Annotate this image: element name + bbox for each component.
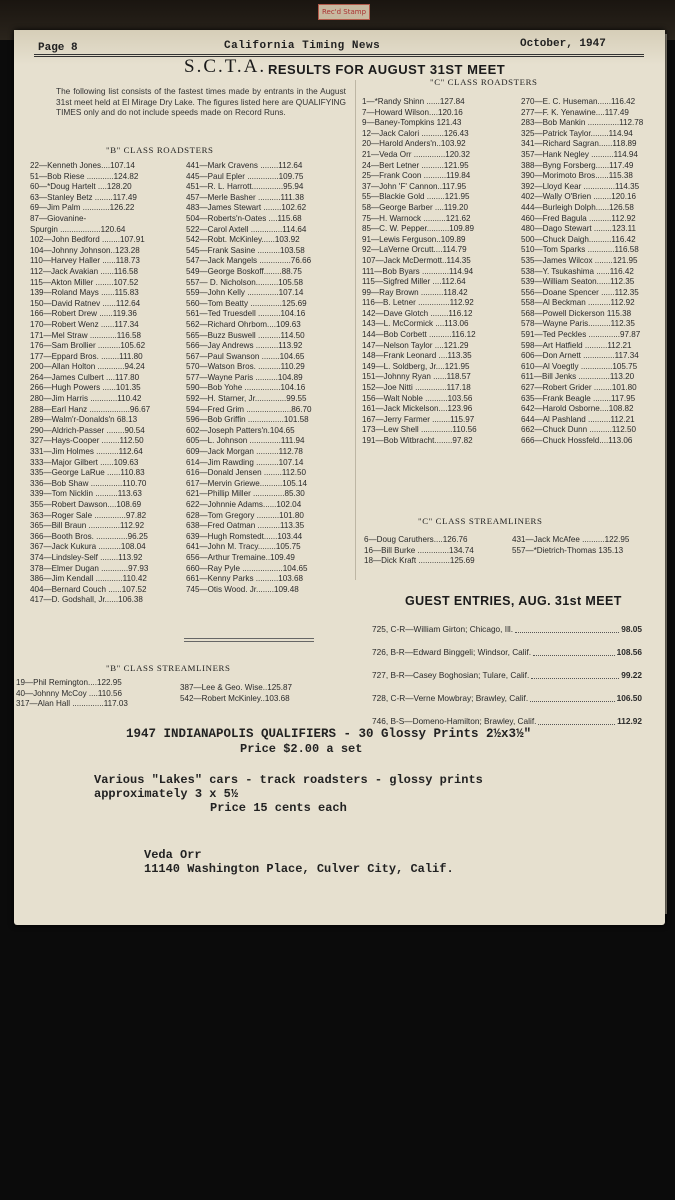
received-stamp — [318, 4, 370, 20]
b-roadster-entry: 378—Elmer Dugan ............97.93 — [30, 563, 149, 573]
b-roadster-entry: 331—Jim Holmes ..........112.64 — [30, 447, 143, 457]
b-roadster-entry: 87—Giovanine- — [30, 213, 87, 223]
b-roadster-entry: 176—Sam Brollier ..........105.62 — [30, 341, 146, 351]
c-roadster-entry: 277—F. K. Yenawine....117.49 — [521, 107, 629, 117]
b-roadster-entry: 102—John Bedford ........107.91 — [30, 235, 145, 245]
b-roadster-entry: 661—Kenny Parks ..........103.68 — [186, 574, 303, 584]
c-roadster-entry: 556—Doane Spencer ......112.35 — [521, 287, 639, 297]
leader-dots — [538, 710, 615, 725]
c-roadster-entry: 191—Bob Witbracht........97.82 — [362, 436, 473, 445]
c-roadster-entry: 21—Veda Orr ..............120.32 — [362, 149, 470, 159]
c-streamliners-list-left — [364, 535, 512, 567]
b-roadster-entry: 404—Bernard Couch ......107.52 — [30, 584, 147, 594]
b-roadster-entry: 451—R. L. Harrott..............95.94 — [186, 182, 304, 192]
c-streamliner-entry: 6—Doug Caruthers....126.76 — [364, 535, 468, 544]
b-roadster-entry: 339—Tom Nicklin ..........113.63 — [30, 489, 142, 499]
intro-paragraph: The following list consists of the fastest times made by entrants in the August 31st meet held at El Mirage Dry Lake. The figures listed here are QUALIFYING TIMES only and do not include speeds made on Record Runs. — [56, 86, 346, 118]
b-roadster-entry: 280—Jim Harris ............110.42 — [30, 394, 142, 404]
b-streamliner-entry: 19—Phil Remington....122.95 — [16, 678, 122, 687]
b-roadster-entry: 366—Booth Bros. ..............96.25 — [30, 531, 148, 541]
b-roadster-entry: 336—Bob Shaw ..............110.70 — [30, 478, 147, 488]
ad-line-price-set: Price $2.00 a set — [240, 742, 363, 756]
c-roadster-entry: 388—Byng Forsberg......117.49 — [521, 160, 634, 170]
b-roadster-entry: 171—Mel Straw ............116.58 — [30, 330, 141, 340]
c-roadster-entry: 25—Frank Coon ..........119.84 — [362, 171, 471, 181]
publication-name: California Timing News — [224, 40, 381, 52]
b-roadster-entry: 333—Major Gilbert ......109.63 — [30, 457, 139, 467]
page-number: Page 8 — [38, 42, 78, 54]
c-roadster-entry: 173—Lew Shell ..............110.56 — [362, 425, 477, 435]
b-roadster-entry: 596—Bob Griffin ................101.58 — [186, 415, 309, 425]
c-roadster-entry: 510—Tom Sparks ............116.58 — [521, 245, 639, 255]
b-streamliners-heading: "B" CLASS STREAMLINERS — [106, 663, 231, 673]
b-roadster-entry: 51—Bob Riese ............124.82 — [30, 171, 139, 181]
guest-entries-heading: GUEST ENTRIES, AUG. 31st MEET — [405, 594, 622, 608]
b-roadster-entry: 605—L. Johnson ..............111.94 — [186, 436, 305, 446]
ad-line-lakes-cars: Various "Lakes" cars - track roadsters - glossy prints — [94, 773, 483, 787]
b-roadster-entry: 112—Jack Avakian ......116.58 — [30, 266, 138, 276]
c-roadster-entry: 568—Powell Dickerson 115.38 — [521, 308, 632, 318]
guest-entry-row — [372, 664, 642, 687]
c-roadster-entry: 92—LaVerne Orcutt....114.79 — [362, 245, 467, 255]
c-roadster-entry: 142—Dave Glotch ........116.12 — [362, 308, 473, 318]
guest-entry-time: 106.50 — [616, 693, 642, 703]
b-roadster-entry: 617—Mervin Griewe..........105.14 — [186, 478, 308, 488]
b-roadster-entry: 365—Bill Braun ..............112.92 — [30, 521, 145, 531]
c-roadster-entry: 116—B. Letner ..............112.92 — [362, 298, 474, 308]
b-roadster-entry: 457—Merle Basher ..........111.38 — [186, 192, 305, 202]
b-roadster-entry: 166—Robert Drew ......119.36 — [30, 309, 137, 319]
c-roadster-entry: 75—H. Warnock ..........121.62 — [362, 213, 471, 223]
c-roadster-entry: 1—*Randy Shinn ......127.84 — [362, 97, 465, 106]
ad-line-price-each: Price 15 cents each — [210, 801, 347, 815]
c-roadster-entry: 151—Johnny Ryan ......118.57 — [362, 372, 471, 382]
c-roadster-entry: 500—Chuck Daigh..........116.42 — [521, 234, 636, 244]
b-roadster-entry: 745—Otis Wood. Jr........109.48 — [186, 584, 299, 594]
guest-entries-list — [372, 618, 642, 733]
c-roadster-entry: 111—Bob Byars ............114.94 — [362, 266, 474, 276]
guest-entry-text: 726, B-R—Edward Binggeli; Windsor, Calif. — [372, 647, 532, 657]
guest-entry-time: 99.22 — [621, 670, 642, 680]
section-rule — [184, 638, 314, 639]
c-roadster-entry: 535—James Wilcox ........121.95 — [521, 255, 638, 265]
ad-contact-address: 11140 Washington Place, Culver City, Calif. — [144, 862, 454, 876]
c-roadster-entry: 144—Bob Corbett ..........116.12 — [362, 330, 476, 340]
b-roadster-entry: 614—Jim Rawding ..........107.14 — [186, 457, 304, 467]
b-roadster-entry: 656—Arthur Tremaine..109.49 — [186, 552, 295, 562]
c-roadster-entry: 7—Howard Wilson....120.16 — [362, 107, 463, 117]
header-rule — [34, 54, 644, 55]
leader-dots — [533, 641, 615, 656]
b-roadster-entry: 621—Phillip Miller ..............85.30 — [186, 489, 305, 499]
c-roadster-entry: 578—Wayne Paris..........112.35 — [521, 319, 635, 329]
c-roadsters-list-right — [521, 97, 659, 447]
c-roadster-entry: 85—C. W. Pepper..........109.89 — [362, 224, 475, 234]
b-roadster-entry: 139—Roland Mays ......115.83 — [30, 288, 139, 298]
c-roadster-entry: 115—Sigfred Miller ....112.64 — [362, 277, 466, 287]
b-roadster-entry: 445—Paul Epler ..............109.75 — [186, 171, 304, 181]
column-divider — [355, 80, 356, 580]
c-roadster-entry: 662—Chuck Dunn ..........112.50 — [521, 425, 637, 435]
c-roadster-entry: 610—Al Voegtly ..............105.75 — [521, 361, 638, 371]
b-roadster-entry: 570—Watson Bros. ..........110.29 — [186, 362, 305, 372]
c-roadster-entry: 611—Bill Jenks ..............113.20 — [521, 372, 635, 382]
b-roadster-entry: 592—H. Starner, Jr..............99.55 — [186, 394, 307, 404]
leader-dots — [515, 618, 619, 633]
b-roadster-entry: 594—Fred Grim ....................86.70 — [186, 404, 312, 414]
guest-entry-row — [372, 687, 642, 710]
c-roadster-entry: 9—Baney-Tompkins 121.43 — [362, 118, 462, 128]
c-roadster-entry: 538—Y. Tsukashima ......116.42 — [521, 266, 634, 276]
c-roadster-entry: 20—Harold Anders'n..103.92 — [362, 139, 466, 149]
c-roadster-entry: 107—Jack McDermott..114.35 — [362, 255, 471, 265]
b-roadster-entry: 547—Jack Mangels ..............76.66 — [186, 256, 312, 266]
guest-entry-time: 112.92 — [617, 716, 642, 726]
b-roadster-entry: 367—Jack Kukura ..........108.04 — [30, 542, 146, 552]
b-roadster-entry: 104—Johnny Johnson..123.28 — [30, 245, 140, 255]
b-roadster-entry: 590—Bob Yohe ................104.16 — [186, 383, 306, 393]
c-roadster-entry: 642—Harold Osborne....108.82 — [521, 404, 634, 414]
b-roadster-entry: 69—Jim Palm ............126.22 — [30, 203, 135, 213]
issue-date: October, 1947 — [520, 38, 606, 50]
b-roadster-entry: 638—Fred Oatman ..........113.35 — [186, 521, 305, 531]
b-roadster-entry: 288—Earl Hanz ..................96.67 — [30, 404, 151, 414]
b-roadster-entry: 609—Jack Morgan ..........112.78 — [186, 447, 303, 457]
org-title: S.C.T.A. — [184, 56, 267, 77]
b-streamliners-list-left — [16, 678, 176, 710]
b-streamliner-entry: 542—Robert McKinley..103.68 — [180, 693, 290, 703]
c-roadster-entry: 460—Fred Bagula ..........112.92 — [521, 213, 636, 223]
c-roadster-entry: 156—Walt Noble ..........103.56 — [362, 393, 473, 403]
c-roadster-entry: 627—Robert Grider ........101.80 — [521, 383, 637, 393]
b-streamliner-entry: 317—Alan Hall ..............117.03 — [16, 699, 128, 709]
section-rule-2 — [184, 641, 314, 642]
guest-entry-time: 98.05 — [621, 624, 642, 634]
guest-entry-text: 746, B-S—Domeno-Hamilton; Brawley, Calif. — [372, 716, 537, 726]
guest-entry-text: 728, C-R—Verne Mowbray; Brawley, Calif. — [372, 693, 529, 703]
b-roadster-entry: 110—Harvey Haller ......118.73 — [30, 256, 140, 266]
b-roadster-entry: 565—Buzz Buswell ..........114.50 — [186, 330, 305, 340]
c-roadster-entry: 390—Morimoto Bros......115.38 — [521, 171, 633, 181]
c-roadster-entry: 558—Al Beckman ..........112.92 — [521, 298, 635, 308]
b-roadsters-heading: "B" CLASS ROADSTERS — [106, 145, 214, 155]
c-roadster-entry: 392—Lloyd Kear ..............114.35 — [521, 181, 640, 191]
b-roadster-entry: 483—James Stewart ........102.62 — [186, 203, 307, 213]
c-streamliner-entry: 16—Bill Burke ..............134.74 — [364, 545, 474, 555]
b-roadster-entry: 264—James Culbert ....117.80 — [30, 372, 140, 382]
magazine-page — [14, 30, 665, 925]
b-roadster-entry: 616—Donald Jensen ........112.50 — [186, 468, 306, 478]
b-roadster-entry: 374—Lindsley-Self ........113.92 — [30, 552, 143, 562]
guest-entry-text: 725, C-R—William Girton; Chicago, Ill. — [372, 624, 514, 634]
b-roadster-entry: 559—John Kelly ..............107.14 — [186, 288, 304, 298]
c-roadster-entry: 444—Burleigh Dolph......126.58 — [521, 202, 634, 212]
c-roadster-entry: 148—Frank Leonard ....113.35 — [362, 351, 472, 361]
c-roadster-entry: 591—Ted Peckles ..............97.87 — [521, 330, 641, 340]
c-roadster-entry: 143—L. McCormick ....113.06 — [362, 319, 469, 329]
b-roadster-entry: 560—Tom Beatty ..............125.69 — [186, 298, 307, 308]
b-roadster-entry: 562—Richard Ohrbom....109.63 — [186, 319, 301, 329]
b-roadster-entry: Spurgin ..................120.64 — [30, 224, 126, 234]
c-roadster-entry: 341—Richard Sagran......118.89 — [521, 139, 637, 149]
c-roadster-entry: 325—Patrick Taylor........114.94 — [521, 128, 633, 138]
b-roadster-entry: 641—John M. Tracy........105.75 — [186, 542, 301, 552]
b-roadster-entry: 355—Robert Dawson....108.69 — [30, 500, 142, 509]
guest-entry-text: 727, B-R—Casey Boghosian; Tulare, Calif. — [372, 670, 530, 680]
c-roadsters-heading: "C" CLASS ROADSTERS — [430, 77, 538, 87]
b-roadster-entry: 628—Tom Gregory ..........101.80 — [186, 510, 304, 520]
b-roadsters-list-right — [186, 161, 348, 595]
b-roadster-entry: 566—Jay Andrews ..........113.92 — [186, 341, 303, 351]
b-roadster-entry: 549—George Boskoff........88.75 — [186, 266, 302, 276]
c-roadster-entry: 539—William Seaton......112.35 — [521, 277, 635, 287]
c-roadster-entry: 91—Lewis Ferguson..109.89 — [362, 234, 466, 244]
b-roadster-entry: 522—Carol Axtell ..............114.64 — [186, 224, 307, 234]
c-roadster-entry: 149—L. Soldberg, Jr....121.95 — [362, 361, 470, 371]
b-roadster-entry: 577—Wayne Paris ..........104.89 — [186, 372, 303, 382]
b-roadster-entry: 177—Eppard Bros. ........111.80 — [30, 351, 143, 361]
stamp-text: Rec'd Stamp — [321, 8, 367, 16]
c-streamliner-entry: 557—*Dietrich-Thomas 135.13 — [512, 545, 624, 555]
c-roadster-entry: 283—Bob Mankin ..............112.78 — [521, 118, 644, 128]
b-roadster-entry: 170—Robert Wenz ......117.34 — [30, 319, 139, 329]
b-roadster-entry: 417—D. Godshall, Jr......106.38 — [30, 595, 143, 605]
b-roadster-entry: 561—Ted Truesdell ..........104.16 — [186, 309, 306, 319]
ad-contact-name: Veda Orr — [144, 848, 202, 862]
c-roadster-entry: 644—Al Pashland ..........112.21 — [521, 414, 635, 424]
b-roadster-entry: 386—Jim Kendall ............110.42 — [30, 574, 147, 584]
b-roadster-entry: 363—Roger Sale ..............97.82 — [30, 510, 147, 520]
b-roadster-entry: 200—Allan Holton ............94.24 — [30, 362, 145, 372]
b-roadster-entry: 335—George LaRue ......110.83 — [30, 468, 145, 478]
c-roadster-entry: 270—E. C. Huseman......116.42 — [521, 97, 636, 106]
c-roadsters-list-left — [362, 97, 522, 447]
c-streamliner-entry: 431—Jack McAfee ..........122.95 — [512, 535, 630, 544]
b-roadster-entry: 602—Joseph Patters'n.104.65 — [186, 425, 295, 435]
b-roadster-entry: 115—Akton Miller ........107.52 — [30, 277, 139, 287]
b-streamliner-entry: 40—Johnny McCoy ....110.56 — [16, 688, 123, 698]
guest-entry-row — [372, 641, 642, 664]
c-roadster-entry: 167—Jerry Farmer ........115.97 — [362, 414, 475, 424]
b-roadsters-list-left — [30, 161, 185, 606]
c-roadster-entry: 161—Jack Mickelson....123.96 — [362, 404, 473, 414]
c-roadster-entry: 152—Joe Nitti ..............117.18 — [362, 383, 471, 393]
b-roadster-entry: 266—Hugh Powers ......101.35 — [30, 383, 141, 393]
c-streamliners-heading: "C" CLASS STREAMLINERS — [418, 516, 543, 526]
guest-entry-time: 108.56 — [616, 647, 642, 657]
c-roadster-entry: 55—Blackie Gold ........121.95 — [362, 192, 470, 202]
leader-dots — [531, 664, 619, 679]
c-roadster-entry: 147—Nelson Taylor ....121.29 — [362, 340, 469, 350]
b-roadster-entry: 290—Aldrich-Passer ........90.54 — [30, 425, 145, 435]
c-roadster-entry: 24—Bert Letner ..........121.95 — [362, 160, 469, 170]
ad-line-indianapolis: 1947 INDIANAPOLIS QUALIFIERS - 30 Glossy Prints 2½x3½" — [126, 727, 532, 741]
guest-entry-row — [372, 618, 642, 641]
b-roadster-entry: 150—David Ratnev ......112.64 — [30, 298, 141, 308]
b-roadster-entry: 660—Ray Pyle ..................104.65 — [186, 563, 308, 573]
results-title: RESULTS FOR AUGUST 31ST MEET — [268, 62, 506, 77]
b-roadster-entry: 639—Hugh Romstedt......103.44 — [186, 531, 303, 541]
b-roadster-entry: 504—Roberts'n-Oates ....115.68 — [186, 213, 302, 223]
c-roadster-entry: 58—George Barber ....119.20 — [362, 202, 469, 212]
ad-line-size: approximately 3 x 5½ — [94, 787, 239, 801]
c-roadster-entry: 480—Dago Stewart ........123.11 — [521, 224, 637, 234]
b-roadster-entry: 289—Walm'r-Donalds'n 68.13 — [30, 415, 138, 425]
c-roadster-entry: 598—Art Hatfield ..........112.21 — [521, 340, 632, 350]
c-roadster-entry: 606—Don Arnett ..............117.34 — [521, 351, 639, 361]
c-streamliners-list-right — [512, 535, 657, 556]
c-roadster-entry: 402—Wally O'Brien ........120.16 — [521, 192, 637, 202]
b-roadster-entry: 622—Johnnie Adams......102.04 — [186, 500, 302, 509]
c-roadster-entry: 37—John 'F' Cannon..117.95 — [362, 181, 467, 191]
c-roadster-entry: 666—Chuck Hossfeld....113.06 — [521, 436, 633, 445]
b-streamliners-list-right — [180, 683, 348, 704]
b-roadster-entry: 545—Frank Sasine ..........103.58 — [186, 245, 305, 255]
c-roadster-entry: 357—Hank Negley ..........114.94 — [521, 149, 638, 159]
c-streamliner-entry: 18—Dick Kraft ..............125.69 — [364, 556, 475, 566]
b-streamliner-entry: 387—Lee & Geo. Wise..125.87 — [180, 683, 293, 692]
b-roadster-entry: 60—*Doug Hartelt ....128.20 — [30, 182, 132, 192]
b-roadster-entry: 327—Hays-Cooper ........112.50 — [30, 436, 144, 446]
b-roadster-entry: 567—Paul Swanson ........104.65 — [186, 351, 305, 361]
c-roadster-entry: 12—Jack Calori ..........126.43 — [362, 128, 469, 138]
leader-dots — [530, 687, 614, 702]
b-roadster-entry: 557— D. Nicholson..........105.58 — [186, 277, 303, 287]
b-roadster-entry: 542—Robt. McKinley......103.92 — [186, 235, 300, 245]
b-roadster-entry: 441—Mark Cravens ........112.64 — [186, 161, 303, 170]
b-roadster-entry: 63—Stanley Betz ........117.49 — [30, 192, 137, 202]
header-rule-2 — [34, 56, 644, 57]
c-roadster-entry: 635—Frank Beagle ........117.95 — [521, 393, 636, 403]
c-roadster-entry: 99—Ray Brown ..........118.42 — [362, 287, 468, 297]
b-roadster-entry: 22—Kenneth Jones....107.14 — [30, 161, 135, 170]
